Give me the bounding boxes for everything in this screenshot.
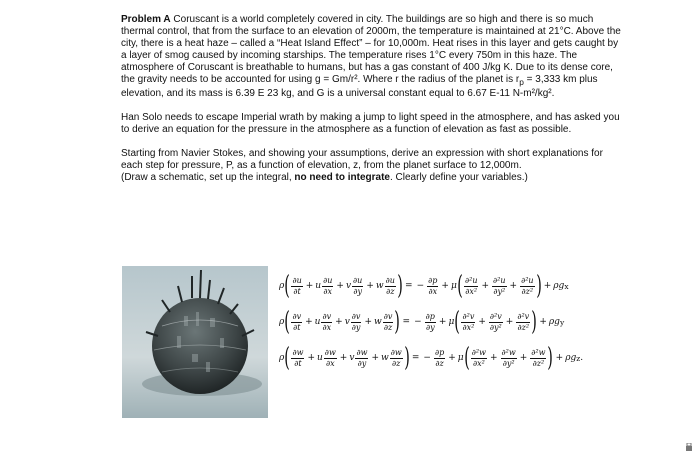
- eq-var: w: [328, 347, 336, 357]
- problem-text-2: = 3,333 km plus elevation, and its mass is 6.39 E 23 kg, and G is a universal constant equal to 6.67 E-11 N-m²/kg².: [121, 74, 598, 99]
- eq-var: v: [387, 311, 393, 321]
- eq-var: u: [327, 275, 333, 285]
- eq-var: u: [296, 275, 302, 285]
- eq-var: v: [355, 311, 361, 321]
- eq-var: v: [296, 311, 302, 321]
- momentum-equation-x: ρ ( $\frac{\partial u}{\partial t}$ + u $\frac{\partial u}{\partial x}$ + v $\frac{\partial u}{\partial y}$ + w $\frac{\partial u}{\partial z}$ ) = − $\frac{\partial p}{\partial x}$ + μ ( $\frac{\text{∂²u}}{\text{∂x²}}$ + $\frac{\text{∂²u}}{\text{∂y²}}$ + $\frac{\text{∂²u}}{\text{∂z²}}$ ) + ρg x: [279, 271, 569, 301]
- coruscant-image: [122, 266, 268, 418]
- eq-var: u: [500, 275, 506, 285]
- problem-paragraph: [121, 14, 626, 100]
- eq-var: w: [380, 353, 389, 363]
- eq-var: u: [472, 275, 478, 285]
- radius-subscript: p: [519, 77, 524, 87]
- schematic-note-a: (Draw a schematic, set up the integral,: [121, 172, 295, 183]
- schematic-note: [121, 172, 626, 184]
- eq-var: u: [528, 275, 534, 285]
- rho-symbol: ρ: [279, 281, 285, 291]
- problem-label: Problem A: [121, 14, 171, 25]
- eq-tail: .: [580, 353, 584, 363]
- gravity-sub: z: [576, 353, 581, 363]
- eq-dir: z: [439, 358, 444, 368]
- gravity-term: ρg: [565, 353, 577, 363]
- momentum-equation-z: ρ ( $\frac{\partial w}{\partial t}$ + u $\frac{\partial w}{\partial x}$ + v $\frac{\partial w}{\partial y}$ + w $\frac{\partial w}{\partial z}$ ) = − $\frac{\partial p}{\partial z}$ + μ ( $\frac{\text{∂²w}}{\text{∂x²}}$ + $\frac{\text{∂²w}}{\text{∂y²}}$ + $\frac{\text{∂²w}}{\text{∂z²}}$ ) + ρg z .: [279, 343, 584, 373]
- mu-symbol: μ: [448, 317, 455, 327]
- schematic-note-c: . Clearly define your variables.): [389, 172, 528, 183]
- han-solo-paragraph: Han Solo needs to escape Imperial wrath by making a jump to light speed in the atmosphere, and has asked you to derive an equation for the pressure in the atmosphere as a function of elevation as fast as possible.: [121, 112, 620, 135]
- gravity-sub: y: [559, 317, 565, 327]
- eq-var: w: [538, 347, 546, 357]
- mu-symbol: μ: [450, 281, 457, 291]
- eq-var: u: [389, 275, 395, 285]
- eq-var: w: [360, 347, 368, 357]
- eq-dir: y: [430, 322, 435, 332]
- eq-var: w: [508, 347, 516, 357]
- eq-var: v: [326, 311, 332, 321]
- eq-dir: x: [432, 286, 438, 296]
- eq-var: u: [315, 281, 322, 291]
- gravity-sub: x: [564, 281, 569, 291]
- eq-var: v: [469, 311, 475, 321]
- problem-text-1: Coruscant is a world completely covered in city. The buildings are so high and there is so much thermal control, that from the surface to an elevation of 2000m, the temperature is maintained at 21°C. Above the city, there is a heat haze – called a “Heat Island Effect” – for 10,000m. Heat rises in this layer and gets caught by a layer of smog caused by incoming starships. The temperature rises 1°C every 750m in this haze. The atmosphere of Coruscant is breathable to humans, but has a gas constant of 400 J/kg K. Due to its dense core, the gravity needs to be accounted for using g = Gm/r². Where r the radius of the planet is r: [121, 14, 621, 85]
- instructions-paragraph: Starting from Navier Stokes, and showing your assumptions, derive an expression with short explanations for each step for pressure, P, as a function of elevation, z, from the planet surface to 12,000m.: [121, 148, 603, 171]
- rho-symbol: ρ: [279, 317, 285, 327]
- momentum-equation-y: ρ ( $\frac{\partial v}{\partial t}$ + u $\frac{\partial v}{\partial x}$ + v $\frac{\partial v}{\partial y}$ + w $\frac{\partial v}{\partial z}$ ) = − $\frac{\partial p}{\partial y}$ + μ ( $\frac{\text{∂²v}}{\text{∂x²}}$ + $\frac{\text{∂²v}}{\text{∂y²}}$ + $\frac{\text{∂²v}}{\text{∂z²}}$ ) + ρg y: [279, 307, 565, 337]
- rho-symbol: ρ: [279, 353, 285, 363]
- mu-symbol: μ: [457, 353, 464, 363]
- eq-var: v: [524, 311, 530, 321]
- eq-var: v: [344, 317, 350, 327]
- eq-var: v: [497, 311, 502, 321]
- eq-var: w: [394, 347, 402, 357]
- gravity-term: ρg: [548, 317, 560, 327]
- no-integrate-emphasis: no need to integrate: [294, 172, 390, 183]
- page-corner-icon: [686, 438, 692, 446]
- eq-var: w: [479, 347, 486, 357]
- problem-document: [121, 14, 626, 184]
- eq-var: u: [357, 275, 363, 285]
- navier-stokes-equations: [279, 268, 627, 376]
- gravity-term: ρg: [553, 281, 565, 291]
- eq-var: w: [296, 347, 304, 357]
